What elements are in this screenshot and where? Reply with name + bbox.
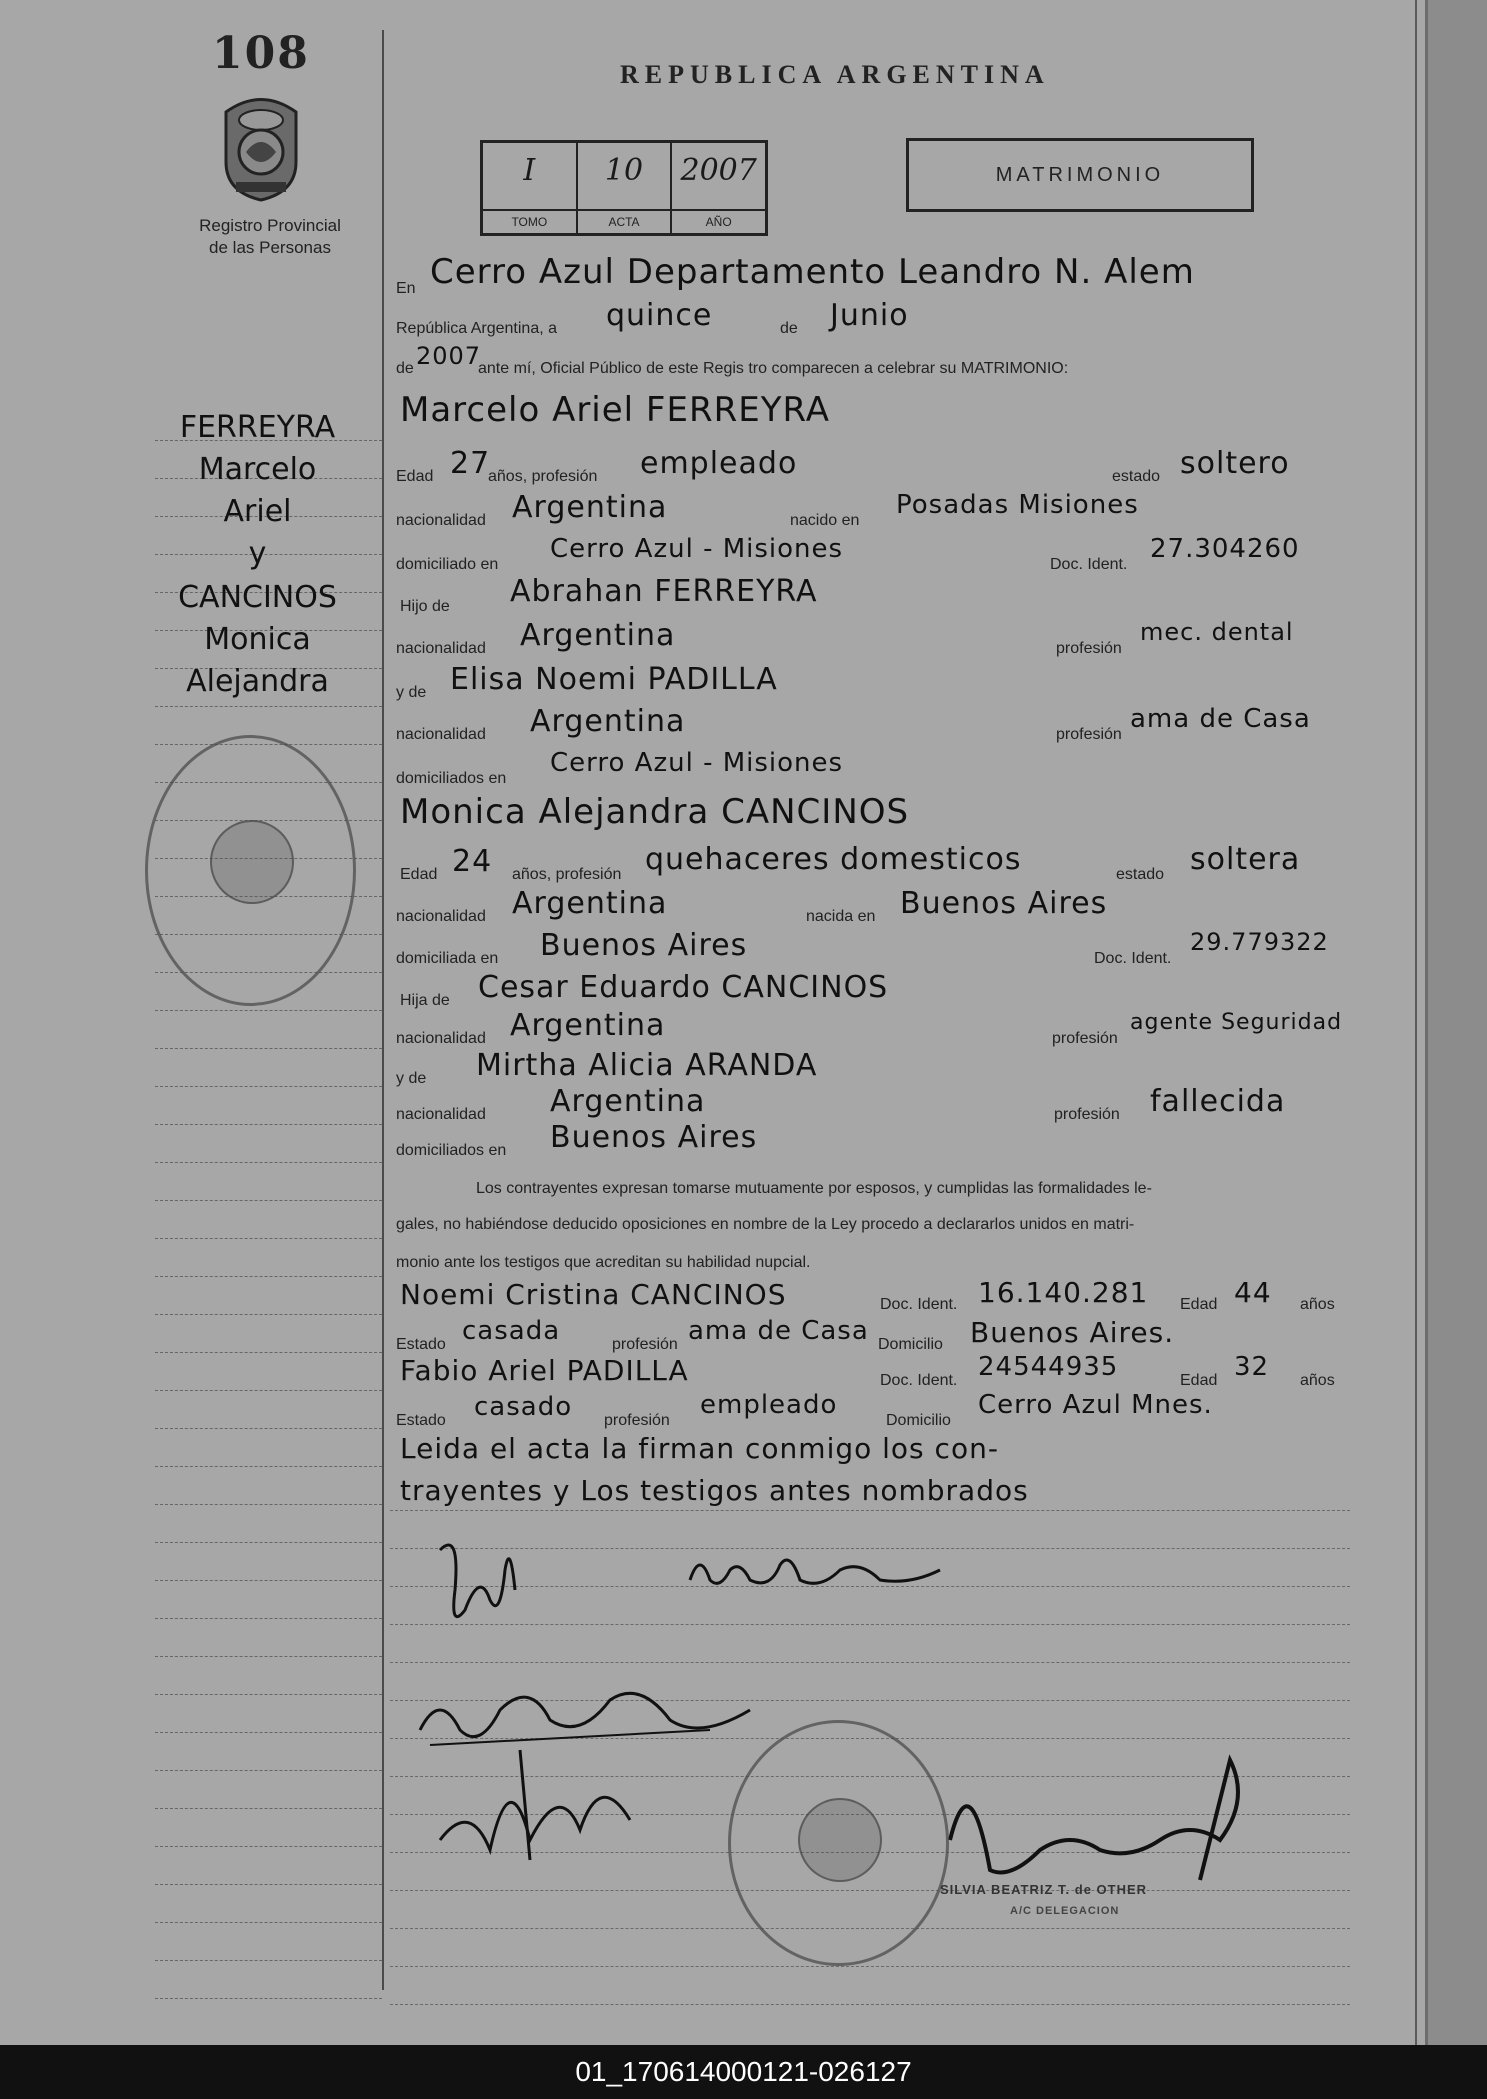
margin-rule	[155, 1656, 382, 1657]
margin-rule	[155, 1010, 382, 1011]
tomo-value: I	[523, 153, 536, 188]
label-nacionalidad: nacionalidad	[396, 1106, 486, 1123]
label-y-de: y de	[396, 1070, 427, 1087]
margin-rule	[155, 1352, 382, 1353]
label-edad: Edad	[400, 866, 438, 883]
page-number: 108	[212, 28, 310, 79]
anio-label: AÑO	[672, 209, 765, 233]
label-nacionalidad: nacionalidad	[396, 908, 486, 925]
wife-parents-domicile: Buenos Aires	[550, 1120, 758, 1155]
wife-name: Monica Alejandra CANCINOS	[400, 792, 910, 832]
husband-status: soltero	[1180, 446, 1290, 481]
label-edad-short: Edad	[1180, 1296, 1218, 1313]
declaration-line2: gales, no habiéndose deducido oposiciones en nombre de la Ley procedo a declararlos unidos en matri-	[396, 1216, 1135, 1233]
label-intro: ante mí, Oficial Público de este Regis tro comparecen a celebrar su MATRIMONIO:	[478, 360, 1069, 377]
label-nacionalidad: nacionalidad	[396, 1030, 486, 1047]
witness1-doc: 16.140.281	[978, 1276, 1149, 1309]
husband-father-profession: mec. dental	[1140, 618, 1294, 646]
wife-mother-nationality: Argentina	[550, 1084, 706, 1119]
margin-rule	[155, 1086, 382, 1087]
label-domicilio: Domicilio	[878, 1336, 943, 1353]
margin-rule	[155, 1922, 382, 1923]
label-nacionalidad: nacionalidad	[396, 512, 486, 529]
label-profesion: profesión	[1054, 1106, 1120, 1123]
witness2-age: 32	[1234, 1352, 1270, 1382]
witness1-age: 44	[1234, 1276, 1272, 1309]
husband-mother-nationality: Argentina	[530, 704, 686, 739]
margin-rule	[155, 1124, 382, 1125]
label-domiciliados-en: domiciliados en	[396, 770, 507, 787]
wife-nationality: Argentina	[512, 886, 668, 921]
signature-witness2-icon	[430, 1740, 660, 1870]
year-value: 2007	[416, 342, 482, 370]
margin-rule	[155, 1960, 382, 1961]
husband-mother: Elisa Noemi PADILLA	[450, 662, 778, 697]
husband-mother-profession: ama de Casa	[1130, 704, 1311, 734]
place-value: Cerro Azul Departamento Leandro N. Alem	[430, 252, 1195, 292]
margin-rule	[155, 1276, 382, 1277]
margin-and: y	[248, 536, 267, 571]
margin-surname-husband: FERREYRA	[179, 410, 336, 445]
header-title: REPUBLICA ARGENTINA	[620, 60, 1050, 89]
tomo-label: TOMO	[483, 209, 576, 233]
label-edad: Edad	[396, 468, 434, 485]
anio-value: 2007	[680, 153, 757, 188]
wife-born: Buenos Aires	[900, 886, 1108, 921]
label-doc-ident: Doc. Ident.	[880, 1372, 958, 1389]
label-doc-ident: Doc. Ident.	[1050, 556, 1128, 573]
label-republica: República Argentina, a	[396, 320, 557, 337]
husband-nationality: Argentina	[512, 490, 668, 525]
margin-rule	[155, 1162, 382, 1163]
margin-rule	[155, 1884, 382, 1885]
margin-rule	[155, 1770, 382, 1771]
margin-first-wife: Monica	[204, 622, 311, 657]
label-edad-short: Edad	[1180, 1372, 1218, 1389]
label-domiciliado-en: domiciliado en	[396, 556, 499, 573]
acta-value: 10	[604, 153, 644, 188]
margin-rule	[155, 1732, 382, 1733]
margin-rule	[155, 1390, 382, 1391]
declaration-line1: Los contrayentes expresan tomarse mutuamente por esposos, y cumplidas las formalidades le-	[476, 1180, 1152, 1197]
day-value: quince	[606, 298, 713, 333]
registry-label	[170, 215, 370, 259]
husband-domicile: Cerro Azul - Misiones	[550, 534, 844, 564]
wife-mother-profession: fallecida	[1150, 1084, 1286, 1119]
margin-rule	[155, 706, 382, 707]
label-domiciliados-en: domiciliados en	[396, 1142, 507, 1159]
margin-divider	[382, 30, 384, 1990]
margin-rule	[155, 1846, 382, 1847]
witness1-domicile: Buenos Aires.	[970, 1316, 1175, 1349]
registry-label-line1: Registro Provincial	[199, 216, 341, 235]
margin-rule	[155, 1618, 382, 1619]
wife-father: Cesar Eduardo CANCINOS	[478, 970, 889, 1005]
page-edge	[1425, 0, 1487, 2045]
margin-rule	[155, 1314, 382, 1315]
margin-rule	[155, 1048, 382, 1049]
margin-middle-wife: Alejandra	[186, 664, 329, 699]
husband-doc: 27.304260	[1150, 534, 1300, 564]
declaration-line3: monio ante los testigos que acreditan su habilidad nupcial.	[396, 1254, 811, 1271]
wife-doc: 29.779322	[1190, 928, 1329, 956]
wife-profession: quehaceres domesticos	[645, 842, 1022, 877]
official-title: A/C DELEGACION	[1010, 1905, 1120, 1917]
label-anos-profesion: años, profesión	[488, 468, 598, 485]
label-de: de	[780, 320, 798, 337]
margin-rule	[155, 1428, 382, 1429]
label-estado-cap: Estado	[396, 1336, 446, 1353]
label-profesion: profesión	[1056, 640, 1122, 657]
wife-mother: Mirtha Alicia ARANDA	[476, 1048, 818, 1083]
label-domiciliada-en: domiciliada en	[396, 950, 499, 967]
label-anos: años	[1300, 1372, 1335, 1389]
closing-line2: trayentes y Los testigos antes nombrados	[400, 1474, 1029, 1507]
husband-born: Posadas Misiones	[896, 490, 1139, 520]
witness1-status: casada	[462, 1316, 561, 1346]
label-en: En	[396, 280, 416, 297]
footer-id: 01_170614000121-026127	[0, 2045, 1487, 2099]
registry-label-line2: de las Personas	[209, 238, 331, 257]
label-profesion: profesión	[604, 1412, 670, 1429]
label-anos: años	[1300, 1296, 1335, 1313]
label-profesion: profesión	[1052, 1030, 1118, 1047]
anio-cell	[672, 143, 765, 233]
husband-father: Abrahan FERREYRA	[510, 574, 818, 609]
acta-label: ACTA	[578, 209, 671, 233]
label-nacionalidad: nacionalidad	[396, 640, 486, 657]
stamp-seal-inner-icon	[798, 1798, 882, 1882]
body-rule	[390, 2004, 1350, 2005]
signature-wife-icon	[680, 1540, 960, 1600]
witness2-doc: 24544935	[978, 1352, 1119, 1382]
witness2-status: casado	[474, 1392, 573, 1422]
wife-father-nationality: Argentina	[510, 1008, 666, 1043]
label-nacionalidad: nacionalidad	[396, 726, 486, 743]
official-name: SILVIA BEATRIZ T. de OTHER	[940, 1882, 1148, 1897]
margin-middle-husband: Ariel	[223, 494, 292, 529]
witness1-profession: ama de Casa	[688, 1316, 869, 1346]
body-rule	[390, 1662, 1350, 1663]
closing-line1: Leida el acta la firman conmigo los con-	[400, 1432, 999, 1465]
witness2-name: Fabio Ariel PADILLA	[400, 1354, 689, 1387]
witness1-name: Noemi Cristina CANCINOS	[400, 1278, 787, 1311]
husband-age: 27	[450, 446, 491, 481]
margin-first-husband: Marcelo	[198, 452, 317, 487]
label-hijo-de: Hijo de	[400, 598, 450, 615]
label-hija-de: Hija de	[400, 992, 450, 1009]
tomo-cell	[483, 143, 578, 233]
wife-father-profession: agente Seguridad	[1130, 1010, 1343, 1035]
label-estado: estado	[1116, 866, 1165, 883]
label-y-de: y de	[396, 684, 427, 701]
margin-rule	[155, 1238, 382, 1239]
husband-parents-domicile: Cerro Azul - Misiones	[550, 748, 844, 778]
label-nacido-en: nacido en	[790, 512, 860, 529]
label-profesion: profesión	[612, 1336, 678, 1353]
margin-rule	[155, 1466, 382, 1467]
right-border-line	[1415, 0, 1417, 2045]
margin-rule	[155, 1998, 382, 1999]
body-rule	[390, 1966, 1350, 1967]
margin-rule	[155, 1504, 382, 1505]
witness2-domicile: Cerro Azul Mnes.	[978, 1390, 1213, 1420]
wife-status: soltera	[1190, 842, 1301, 877]
label-domicilio: Domicilio	[886, 1412, 951, 1429]
wife-domicile: Buenos Aires	[540, 928, 748, 963]
margin-rule	[155, 1542, 382, 1543]
label-intro-de: de	[396, 360, 414, 377]
label-anos-profesion: años, profesión	[512, 866, 622, 883]
label-estado: estado	[1112, 468, 1161, 485]
label-estado-cap: Estado	[396, 1412, 446, 1429]
record-box	[480, 140, 768, 236]
margin-rule	[155, 1808, 382, 1809]
stamp-seal-inner-icon	[210, 820, 294, 904]
label-nacida-en: nacida en	[806, 908, 876, 925]
label-doc-ident: Doc. Ident.	[880, 1296, 958, 1313]
witness2-profession: empleado	[700, 1390, 838, 1420]
label-doc-ident: Doc. Ident.	[1094, 950, 1172, 967]
month-value: Junio	[830, 298, 909, 333]
husband-name: Marcelo Ariel FERREYRA	[400, 390, 830, 430]
margin-rule	[155, 1694, 382, 1695]
husband-father-nationality: Argentina	[520, 618, 676, 653]
wife-age: 24	[452, 844, 493, 879]
husband-profession: empleado	[640, 446, 798, 481]
document-type-box: MATRIMONIO	[906, 138, 1254, 212]
margin-rule	[155, 1200, 382, 1201]
signature-husband-icon	[420, 1510, 540, 1640]
margin-rule	[155, 1580, 382, 1581]
label-profesion: profesión	[1056, 726, 1122, 743]
acta-cell	[578, 143, 673, 233]
coat-of-arms-seal-icon	[216, 92, 306, 202]
margin-surname-wife: CANCINOS	[178, 580, 337, 615]
